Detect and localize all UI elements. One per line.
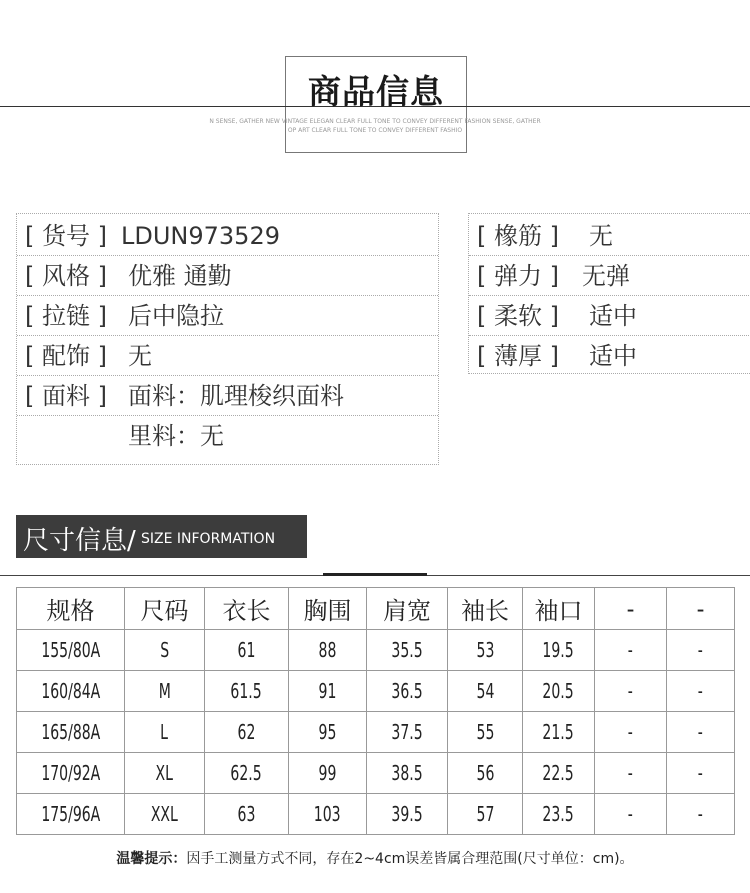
info-label: [ 风格 ] — [25, 262, 107, 290]
info-value: 后中隐拉 — [128, 302, 224, 330]
table-cell: 62 — [205, 712, 289, 753]
table-cell: 175/96A — [17, 794, 125, 835]
info-row-softness — [469, 296, 750, 336]
table-cell: XL — [125, 753, 205, 794]
table-cell: 99 — [289, 753, 367, 794]
table-cell: - — [667, 671, 735, 712]
table-row — [17, 712, 735, 753]
table-cell: 170/92A — [17, 753, 125, 794]
product-info-right — [468, 213, 750, 374]
info-value: 优雅 通勤 — [128, 262, 232, 290]
header-cell: - — [667, 588, 735, 630]
table-cell: 103 — [289, 794, 367, 835]
table-cell: 88 — [289, 630, 367, 671]
table-row — [17, 794, 735, 835]
table-cell: S — [125, 630, 205, 671]
table-cell: 54 — [448, 671, 523, 712]
header-cell: 胸围 — [289, 588, 367, 630]
table-cell: 22.5 — [523, 753, 595, 794]
table-cell: 56 — [448, 753, 523, 794]
info-value: LDUN973529 — [121, 222, 280, 250]
product-info-left — [16, 213, 439, 465]
table-cell: 21.5 — [523, 712, 595, 753]
info-value: 适中 — [589, 302, 637, 330]
info-label: [ 拉链 ] — [25, 302, 107, 330]
table-cell: 35.5 — [367, 630, 448, 671]
info-row-lining — [17, 416, 438, 456]
info-value: 适中 — [589, 342, 637, 370]
table-cell: - — [595, 671, 667, 712]
measurement-note — [0, 848, 750, 868]
note-text: 因手工测量方式不同，存在2~4cm误差皆属合理范围(尺寸单位：cm)。 — [186, 851, 634, 867]
size-title-zh: 尺寸信息/ — [23, 526, 136, 556]
table-cell: L — [125, 712, 205, 753]
page-title: 商品信息 — [308, 72, 444, 111]
table-cell: 155/80A — [17, 630, 125, 671]
table-row — [17, 630, 735, 671]
table-cell: 55 — [448, 712, 523, 753]
info-row-style — [17, 256, 438, 296]
info-label: [ 面料 ] — [25, 382, 107, 410]
table-cell: 91 — [289, 671, 367, 712]
info-row-stretch — [469, 256, 750, 296]
table-cell: 95 — [289, 712, 367, 753]
info-row-elastic-band — [469, 216, 750, 256]
table-cell: M — [125, 671, 205, 712]
table-cell: 20.5 — [523, 671, 595, 712]
table-cell: 61 — [205, 630, 289, 671]
table-cell: - — [667, 712, 735, 753]
info-value: 无 — [589, 222, 613, 250]
info-value: 无弹 — [582, 262, 630, 290]
size-section-header — [16, 515, 307, 558]
info-row-fabric — [17, 376, 438, 416]
size-table — [16, 587, 735, 835]
table-cell: - — [667, 630, 735, 671]
header-cell: - — [595, 588, 667, 630]
table-cell: - — [595, 712, 667, 753]
header-subtitle-2: OP ART CLEAR FULL TONE TO CONVEY DIFFERENT FASHIO — [287, 127, 463, 134]
info-label: [ 弹力 ] — [477, 262, 559, 290]
header-cell: 袖口 — [523, 588, 595, 630]
info-row-accessories — [17, 336, 438, 376]
note-prefix: 温馨提示： — [116, 851, 187, 867]
table-cell: - — [667, 794, 735, 835]
table-cell: 57 — [448, 794, 523, 835]
info-value: 里料：无 — [128, 422, 224, 450]
table-cell: 53 — [448, 630, 523, 671]
table-cell: 63 — [205, 794, 289, 835]
header-cell: 肩宽 — [367, 588, 448, 630]
info-value: 无 — [128, 342, 152, 370]
info-row-item-no — [17, 216, 438, 256]
header-cell: 尺码 — [125, 588, 205, 630]
table-cell: 160/84A — [17, 671, 125, 712]
info-value: 面料：肌理梭织面料 — [128, 382, 344, 410]
table-cell: - — [667, 753, 735, 794]
header-subtitle-1: N SENSE, GATHER NEW VINTAGE ELEGAN CLEAR FULL TONE TO CONVEY DIFFERENT FASHION SENSE, GATHER — [209, 118, 541, 125]
table-cell: - — [595, 794, 667, 835]
info-label: [ 薄厚 ] — [477, 342, 559, 370]
header-cell: 袖长 — [448, 588, 523, 630]
table-cell: 38.5 — [367, 753, 448, 794]
info-label: [ 橡筋 ] — [477, 222, 559, 250]
header-cell: 规格 — [17, 588, 125, 630]
table-cell: XXL — [125, 794, 205, 835]
table-cell: 36.5 — [367, 671, 448, 712]
info-label: [ 配饰 ] — [25, 342, 107, 370]
info-label: [ 柔软 ] — [477, 302, 559, 330]
table-cell: 165/88A — [17, 712, 125, 753]
info-row-thickness — [469, 336, 750, 376]
info-label: [ 货号 ] — [25, 222, 107, 250]
table-cell: 62.5 — [205, 753, 289, 794]
table-cell: 37.5 — [367, 712, 448, 753]
table-row — [17, 753, 735, 794]
table-cell: - — [595, 753, 667, 794]
table-cell: 23.5 — [523, 794, 595, 835]
size-title-en: SIZE INFORMATION — [141, 531, 276, 547]
table-cell: 19.5 — [523, 630, 595, 671]
header-cell: 衣长 — [205, 588, 289, 630]
size-table-header — [17, 588, 735, 630]
size-section-rule-accent — [323, 573, 427, 576]
table-cell: - — [595, 630, 667, 671]
info-row-zipper — [17, 296, 438, 336]
table-cell: 39.5 — [367, 794, 448, 835]
table-cell: 61.5 — [205, 671, 289, 712]
table-row — [17, 671, 735, 712]
